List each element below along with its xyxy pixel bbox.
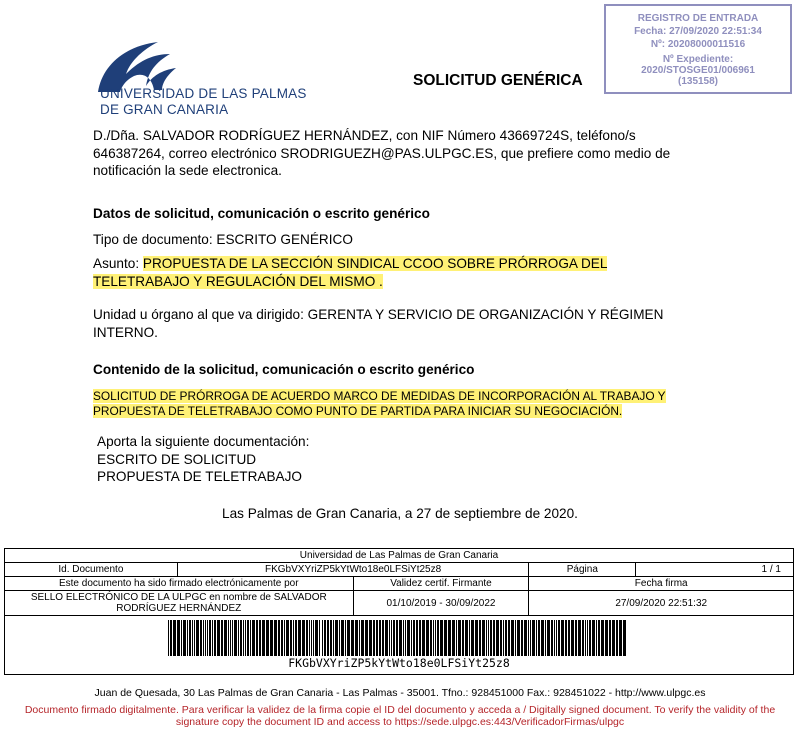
subject-line: PROPUESTA DE LA SECCIÓN SINDICAL CCOO SOBRE PRÓRROGA DEL [142,256,608,271]
stamp-line: 2020/STOSGE01/006961 [641,65,755,76]
recipient-unit [93,306,703,341]
document-type: Tipo de documento: ESCRITO GENÉRICO [93,232,353,247]
content-line: SOLICITUD DE PRÓRROGA DE ACUERDO MARCO DE MEDIDAS DE INCORPORACIÓN AL TRABAJO Y [93,389,666,403]
page-label: Página [529,563,636,577]
stamp-line: Fecha: 27/09/2020 22:51:34 [634,26,762,37]
signer-cell [5,591,354,616]
attached-documents [97,433,309,486]
barcode-text: FKGbVXYriZP5kYtWto18e0LFSiYt25z8 [288,656,510,670]
signer-line: RODRÍGUEZ HERNÁNDEZ [116,603,242,614]
attached-item: ESCRITO DE SOLICITUD [97,451,257,467]
validity-value: 01/10/2019 - 30/09/2022 [353,591,529,616]
validity-header: Validez certif. Firmante [353,577,529,591]
document-title: SOLICITUD GENÉRICA [413,72,583,89]
paragraph-line: 646387264, correo electrónico SRODRIGUEZH@PAS.ULPGC.ES, que prefiere como medio de [93,145,671,161]
attached-item: PROPUESTA DE TELETRABAJO [97,469,302,484]
sign-date-value: 27/09/2020 22:51:32 [529,591,794,616]
section-heading-datos: Datos de solicitud, comunicación o escrito genérico [93,206,430,221]
logo-text-line1: UNIVERSIDAD DE LAS PALMAS [100,86,307,101]
barcode-icon [168,620,628,658]
signed-by-header: Este documento ha sido firmado electrónicamente por [5,577,354,591]
verification-note [0,704,800,728]
section-heading-contenido: Contenido de la solicitud, comunicación o escrito genérico [93,362,475,377]
stamp-line: Nº Expediente: [662,54,734,65]
unit-line: Unidad u órgano al que va dirigido: GERENTA Y SERVICIO DE ORGANIZACIÓN Y RÉGIMEN [93,307,664,322]
sign-date-header: Fecha firma [529,577,794,591]
university-logo [88,38,307,122]
paragraph-line: notificación la sede electronica. [93,163,282,178]
note-line: Documento firmado digitalmente. Para verificar la validez de la firma copie el ID del documento y acceda a / Digitally signed document. To verify the validity of the [24,704,776,716]
subject [93,255,693,290]
registry-stamp [604,4,792,94]
signature-table [4,548,794,675]
unit-line: INTERNO. [93,324,158,340]
subject-line: TELETRABAJO Y REGULACIÓN DEL MISMO . [93,273,383,289]
document-id-label: Id. Documento [5,563,178,577]
attached-heading: Aporta la siguiente documentación: [97,434,310,449]
signer-line: SELLO ELECTRÓNICO DE LA ULPGC en nombre de SALVADOR [30,592,327,603]
applicant-paragraph [93,127,703,180]
place-and-date: Las Palmas de Gran Canaria, a 27 de septiembre de 2020. [222,506,578,521]
subject-label: Asunto: [93,256,143,271]
page-value: 1 / 1 [636,563,794,577]
stamp-line: REGISTRO DE ENTRADA [637,13,759,24]
note-line: signature copy the document ID and access to https://sede.ulpgc.es:443/VerificadorFirmas/ulpgc [175,716,625,728]
institution-name: Universidad de Las Palmas de Gran Canaria [5,549,794,563]
stamp-line: Nº: 20208000011516 [650,39,746,50]
document-id-value: FKGbVXYriZP5kYtWto18e0LFSiYt25z8 [177,563,529,577]
barcode-cell [5,616,794,675]
stamp-line: (135158) [677,76,719,87]
paragraph-line: D./Dña. SALVADOR RODRÍGUEZ HERNÁNDEZ, con NIF Número 43669724S, teléfono/s [93,128,636,143]
logo-text-line2: DE GRAN CANARIA [100,102,229,117]
footer-address: Juan de Quesada, 30 Las Palmas de Gran Canaria - Las Palmas - 35001. Tfno.: 928451000 Fax.: 928451022 - http://www.ulpgc.es [94,687,706,699]
content-line: PROPUESTA DE TELETRABAJO COMO PUNTO DE PARTIDA PARA INICIAR SU NEGOCIACIÓN. [93,404,623,418]
request-content [93,389,713,419]
